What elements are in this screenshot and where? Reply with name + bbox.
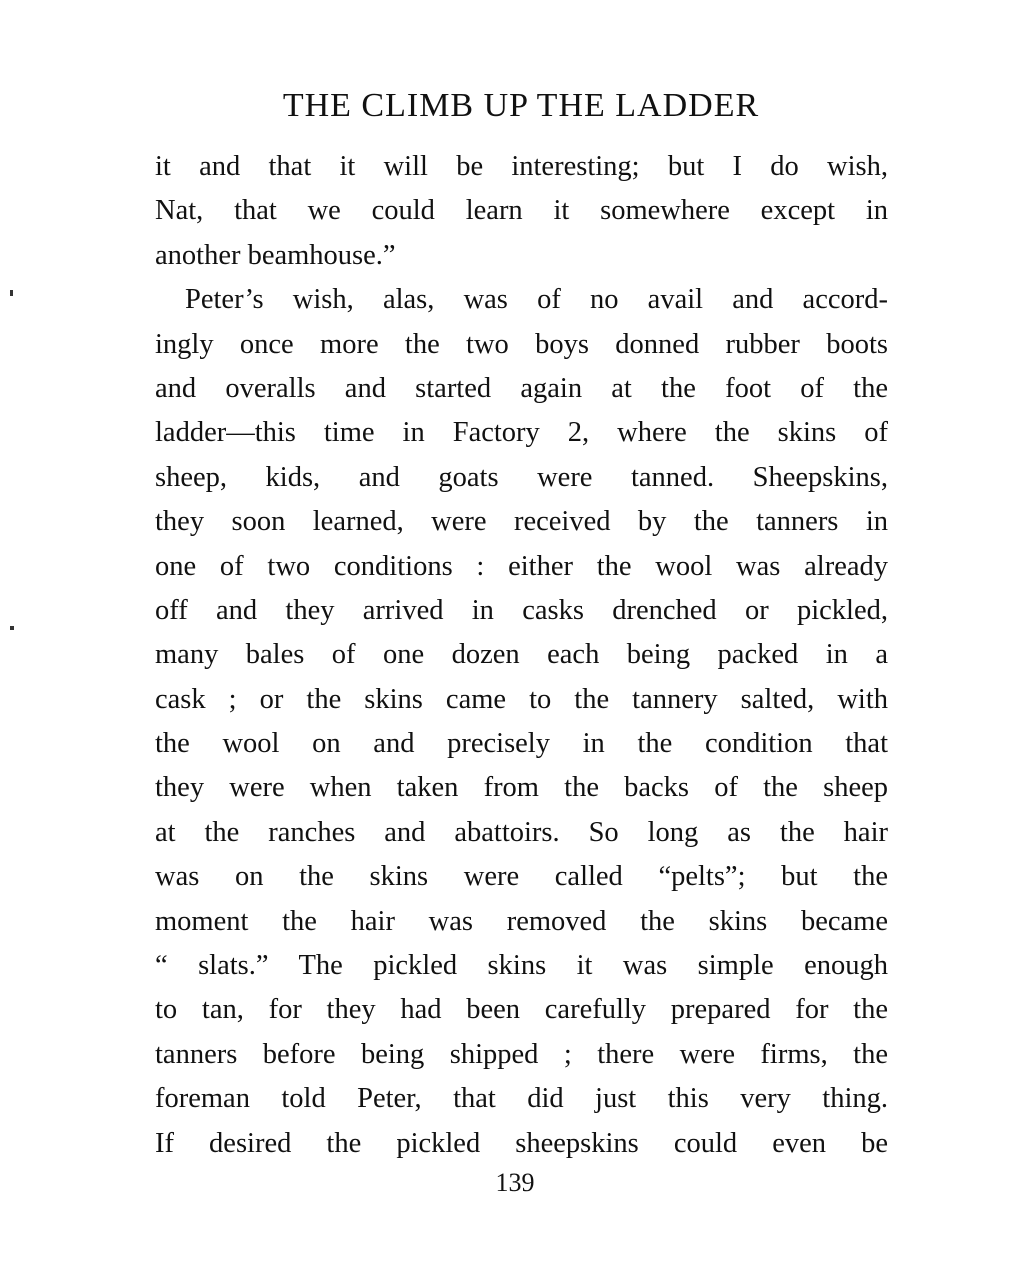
text-line: they were when taken from the backs of the sheep [155, 772, 888, 804]
text-line: If desired the pickled sheepskins could even be [155, 1127, 888, 1159]
text-line: sheep, kids, and goats were tanned. Sheepskins, [155, 461, 888, 493]
text-line: moment the hair was removed the skins became [155, 905, 888, 937]
running-head: THE CLIMB UP THE LADDER [282, 87, 760, 124]
text-line: to tan, for they had been carefully prepared for the [155, 994, 888, 1026]
text-line: another beamhouse.” [155, 239, 396, 271]
text-line: foreman told Peter, that did just this very thing. [155, 1083, 888, 1115]
text-line: tanners before being shipped ; there were firms, the [155, 1038, 888, 1070]
text-line: many bales of one dozen each being packed in a [155, 639, 888, 671]
text-line: Peter’s wish, alas, was of no avail and accord- [185, 284, 888, 316]
text-line: one of two conditions : either the wool was already [155, 550, 888, 582]
text-line: “ slats.” The pickled skins it was simple enough [155, 950, 888, 982]
text-line: ingly once more the two boys donned rubber boots [155, 328, 888, 360]
scan-speck [10, 290, 13, 296]
text-line: it and that it will be interesting; but I do wish, [155, 151, 888, 182]
text-line: was on the skins were called “pelts”; but the [155, 861, 888, 893]
body-text [155, 145, 888, 1166]
text-line: cask ; or the skins came to the tannery salted, with [155, 683, 888, 715]
text-line: at the ranches and abattoirs. So long as the hair [155, 816, 888, 848]
scan-speck [10, 626, 14, 630]
page-number: 139 [495, 1168, 535, 1197]
text-line: ladder—this time in Factory 2, where the skins of [155, 417, 888, 449]
text-line: Nat, that we could learn it somewhere except in [155, 195, 888, 227]
text-line: off and they arrived in casks drenched or pickled, [155, 594, 888, 626]
text-line: and overalls and started again at the foot of the [155, 372, 888, 404]
text-line: the wool on and precisely in the condition that [155, 728, 888, 760]
text-line: they soon learned, were received by the tanners in [155, 506, 888, 538]
